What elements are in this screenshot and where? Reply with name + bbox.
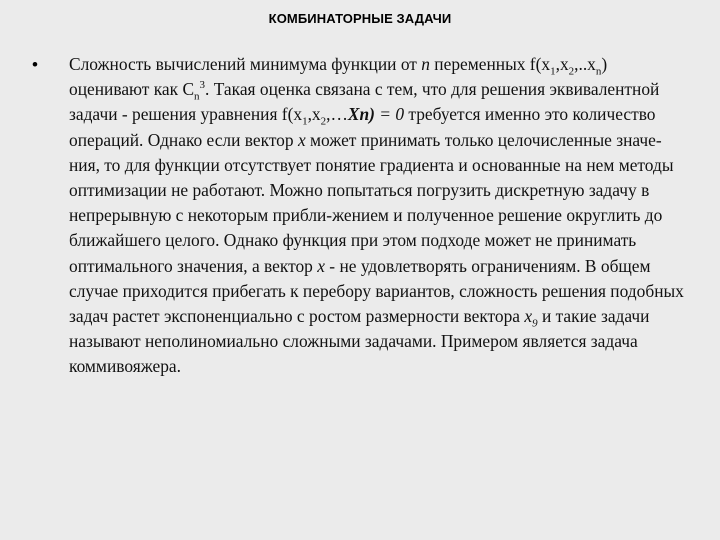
text-run: переменных f(x (429, 54, 551, 74)
text-run: - не удовлетворять ограничениям. В общем случае приходится прибегать к перебору вариантов, сложность решения подобных задач растет экспоненциально с ростом размерности вектора (69, 255, 684, 327)
text-run: ,x (307, 104, 321, 125)
text-run: ,x (555, 54, 569, 74)
text-run-italic: x (297, 129, 306, 150)
text-run-italic: x (524, 306, 533, 327)
text-run-italic: = 0 (374, 104, 405, 125)
subscript: 1 (302, 115, 308, 128)
text-run-bold-italic: Xn) (347, 104, 375, 125)
text-run: требуется именно это количество операций. Однако если вектор (69, 104, 656, 150)
text-run: может принимать только целочисленные значе-ния, то для функции отсутствует понятие градиента и основанные на нем методы оптимизации не работают. Можно попытаться погрузить дискретную задачу в непрерывную с некоторым прибли-жением и полученное решение округлить до ближайшего целого. Однако функция при этом подходе может не принимать оптимального значения, а вектор (69, 129, 674, 276)
superscript: 3 (199, 79, 206, 92)
body-paragraph (69, 52, 687, 380)
subscript: n (194, 90, 200, 103)
subscript: 9 (532, 317, 538, 330)
bullet-item (32, 52, 687, 380)
text-run: ,… (326, 104, 348, 125)
text-run: ,..x (574, 54, 596, 74)
text-run: ) оценивают как C (69, 54, 608, 100)
text-run: . Такая оценка связана с тем, что для решения эквивалентной задачи - решения уравнения f(x (69, 79, 660, 125)
text-run: Сложность вычислений минимума функции от (69, 54, 422, 74)
bullet-marker: • (32, 55, 38, 74)
slide-title: КОМБИНАТОРНЫЕ ЗАДАЧИ (268, 11, 452, 26)
subscript: 1 (550, 65, 556, 78)
text-run-italic: x (317, 255, 325, 276)
text-run: и такие задачи называют неполиномиально сложными задачами. Примером является задача коммивояжера. (69, 306, 650, 377)
subscript: 2 (568, 65, 575, 78)
subscript: n (595, 65, 602, 78)
text-run-italic: n (421, 54, 430, 74)
subscript: 2 (320, 115, 327, 128)
